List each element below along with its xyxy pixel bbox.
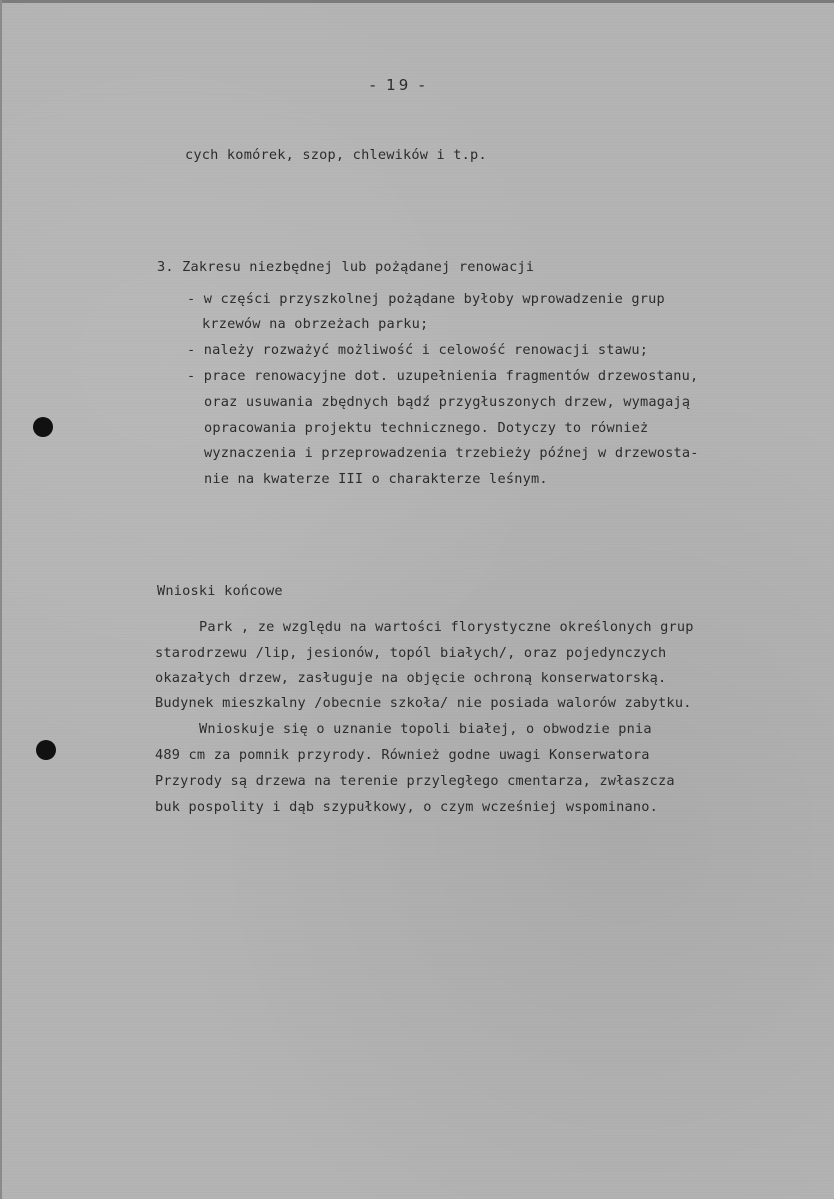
section-3-line: opracowania projektu technicznego. Dotyczy to również [204,420,649,436]
section-3-line: krzewów na obrzeżach parku; [202,316,429,332]
scan-edge-left [0,0,2,1199]
punch-hole [33,417,53,437]
section-3-line: nie na kwaterze III o charakterze leśnym. [204,471,548,487]
conclusions-line: starodrzewu /lip, jesionów, topól białych/, oraz pojedynczych [155,645,667,661]
section-3-line: - w części przyszkolnej pożądane byłoby wprowadzenie grup [187,291,665,307]
conclusions-line: Budynek mieszkalny /obecnie szkoła/ nie posiada walorów zabytku. [155,695,692,711]
conclusions-line: buk pospolity i dąb szypułkowy, o czym wcześniej wspominano. [155,799,659,815]
conclusions-line: Przyrody są drzewa na terenie przyległego cmentarza, zwłaszcza [155,773,675,789]
conclusions-line: 489 cm za pomnik przyrody. Również godne uwagi Konserwatora [155,747,650,763]
page-number: - 19 - [370,76,428,94]
scan-edge-top [0,0,834,3]
punch-hole [36,740,56,760]
conclusions-line: Park , ze względu na wartości florystyczne określonych grup [199,619,694,635]
conclusions-line: Wnioskuje się o uznanie topoli białej, o obwodzie pnia [199,721,652,737]
section-3-line: - należy rozważyć możliwość i celowość renowacji stawu; [187,342,649,358]
conclusions-line: okazałych drzew, zasługuje na objęcie ochroną konserwatorską. [155,670,667,686]
section-3-line: oraz usuwania zbędnych bądź przygłuszonych drzew, wymagają [204,394,691,410]
conclusions-heading: Wnioski końcowe [157,583,283,599]
section-3-line: - prace renowacyjne dot. uzupełnienia fragmentów drzewostanu, [187,368,699,384]
section-3-line: wyznaczenia i przeprowadzenia trzebieży późnej w drzewosta- [204,445,699,461]
continuation-line: cych komórek, szop, chlewików i t.p. [185,147,487,163]
section-3-heading: 3. Zakresu niezbędnej lub pożądanej renowacji [157,259,535,275]
